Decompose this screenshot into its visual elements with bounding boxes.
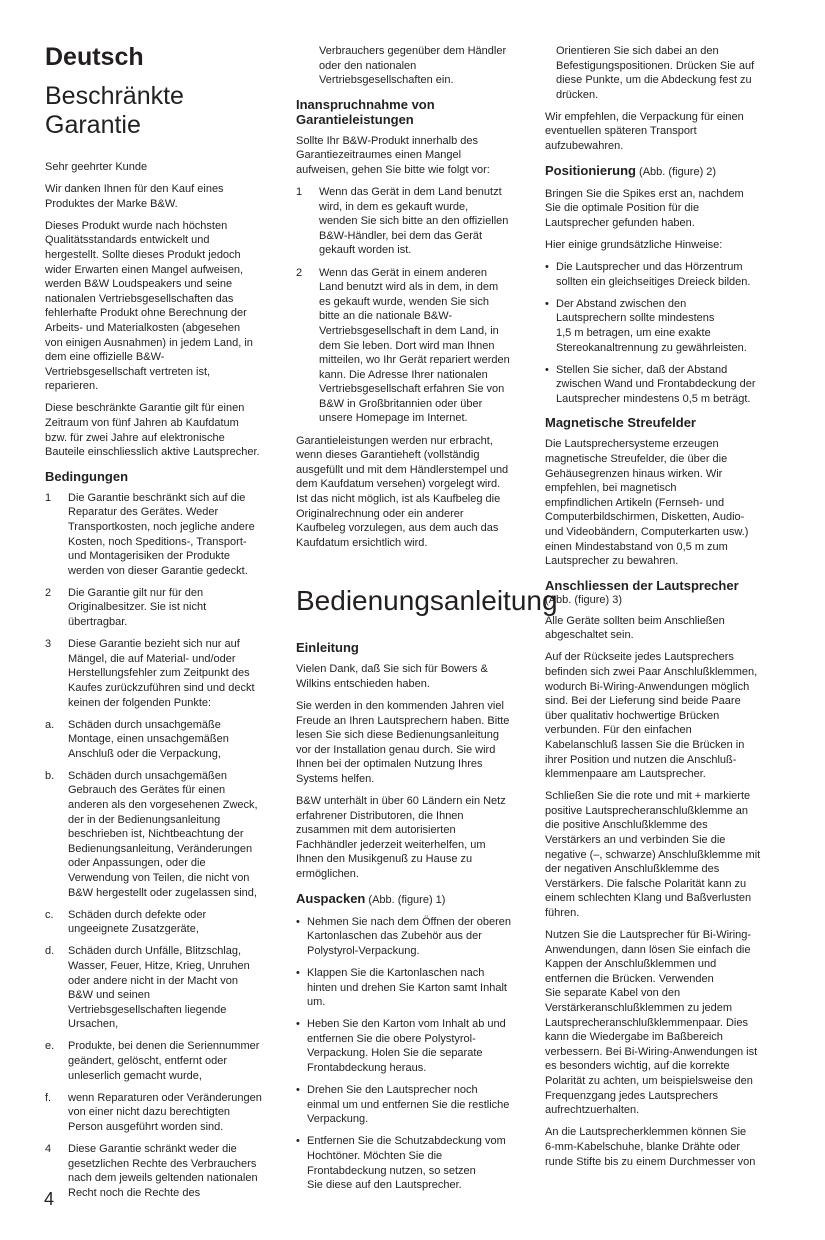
list-marker: 3 (45, 638, 52, 651)
item-text: Diese Garantie schränkt weder die gesetzlichen Rechte des Verbrauchers nach dem jeweils geltenden nationalen Recht noch die Rechte des (68, 1143, 258, 1199)
subheading (296, 891, 536, 908)
list-item (296, 266, 536, 427)
subheading-text: Anschliessen der Lautsprecher (545, 577, 739, 593)
item-text: Nehmen Sie nach dem Öffnen der oberen Kartonlaschen das Zubehör aus der Polystyrol-Verpackung. (307, 915, 512, 957)
paragraph: Bringen Sie die Spikes erst an, nachdem Sie die optimale Position für die Lautsprecher gefunden haben. (545, 187, 744, 229)
subheading (296, 97, 536, 127)
item-text: Produkte, bei denen die Seriennummer geändert, gelöscht, entfernt oder unleserlich gemacht wurde, (68, 1040, 260, 1082)
item-text: Wenn das Gerät in dem Land benutzt wird, in dem es gekauft wurde, wenden Sie sich bitte an den offiziellen B&W-Händler, bei dem das Gerät gekauft worden ist. (319, 186, 509, 257)
subheading-text: Inanspruchnahme von Garantieleistungen (296, 96, 435, 127)
list-marker: f. (45, 1091, 52, 1104)
item-text: Die Garantie beschränkt sich auf die Reparatur des Gerätes. Weder Transportkosten, noch jegliche andere Kosten, noch Speditions-, Transport- und Montagerisiken der Produkte werden von dieser Garantie gedeckt. (68, 491, 255, 577)
bullet-item (296, 1083, 536, 1127)
subheading-text: Magnetische Streufelder (545, 415, 696, 431)
list-item (45, 1039, 285, 1083)
item-text: Schäden durch unsachgemäßen Gebrauch des Gerätes für einen anderen als den vorgesehenen Zweck, der in der Bedienungsanleitung beschrieben ist, Nichtbeachtung der Bedienungsanleitung, Veränderungen oder Anpassungen, oder die Verwendung von Teilen, die nicht von B&W hergestellt oder zugelassen sind, (68, 769, 258, 899)
list-marker: d. (45, 945, 55, 958)
bullet-item (545, 297, 790, 355)
subheading-text: Positionierung (545, 162, 636, 178)
paragraph: Hier einige grundsätzliche Hinweise: (545, 238, 723, 251)
column-1 (45, 42, 285, 1208)
bullet-icon: • (296, 915, 300, 928)
list-marker: 4 (45, 1143, 52, 1156)
subheading-note: (Abb. (figure) 3) (545, 593, 623, 606)
paragraph: Sie werden in den kommenden Jahren viel Freude an Ihren Lautsprechern haben. Bitte lesen Sie sich diese Bedienungsanleitung vor der Installation genau durch. Sie wird Ihnen bei der optimalen Nutzung Ihres Systems helfen. (296, 700, 510, 785)
paragraph: Sollte Ihr B&W-Produkt innerhalb des Garantiezeitraumes einen Mangel aufweisen, gehen Sie bitte wie folgt vor: (296, 134, 490, 176)
subheading (545, 415, 790, 430)
item-text: Wenn das Gerät in einem anderen Land benutzt wird als in dem, in dem es gekauft wurde, wenden Sie sich bitte an die nationale B&W- Vertriebsgesellschaft in dem Land, in dem Sie leben. Dort wird man Ihnen mitteilen, wo Ihr Gerät repariert werden kann. Die Adresse Ihrer nationalen Vertriebsgesellschaft erfahren Sie von B&W in Großbritannien oder über unsere Homepage im Internet. (319, 266, 510, 425)
section-title: Bedienungsanleitung (296, 585, 558, 617)
page-number: 4 (44, 1189, 55, 1209)
paragraph: Nutzen Sie die Lautsprecher für Bi-Wiring- Anwendungen, dann lösen Sie einfach die Kappen der Anschlußklemmen und entfernen die Brücken. Verwenden Sie separate Kabel von den Verstärkeranschlußklemmen zu jedem Lautsprecheranschlußklemmenpaar. Dies kann die Wiedergabe im Baßbereich verbessern. Bei Bi-Wiring-Anwendungen ist es besonders wichtig, auf die korrekte Polarität zu achten, um beispielsweise den Frequenzgang jedes Lautsprechers aufrechtzuerhalten. (545, 929, 758, 1117)
item-text: Der Abstand zwischen den Lautsprechern sollte mindestens 1,5 m betragen, um eine exakte Stereokanaltrennung zu gewährleisten. (556, 297, 747, 354)
item-text: Klappen Sie die Kartonlaschen nach hinten und drehen Sie Karton samt Inhalt um. (307, 966, 507, 1009)
paragraph: Sehr geehrter Kunde (45, 161, 148, 173)
item-text: Stellen Sie sicher, daß der Abstand zwischen Wand und Frontabdeckung der Lautsprecher mindestens 0,5 m beträgt. (556, 363, 756, 405)
bullet-item (296, 1134, 536, 1192)
paragraph: Auf der Rückseite jedes Lautsprechers befinden sich zwei Paar Anschlußklemmen, wodurch Bi-Wiring-Anwendungen möglich sind. Bei der Lieferung sind beide Paare über qualitativ hochwertige Brücken verbunden. Für den einfachen Kabelanschluß lassen Sie die Brücken in ihrer Position und nutzen die Anschluß- klemmenpaare am Lautsprecher. (545, 651, 758, 781)
subheading (296, 640, 536, 655)
paragraph: Wir empfehlen, die Verpackung für einen eventuellen späteren Transport aufzubewahren. (545, 110, 744, 153)
bullet-item (296, 1017, 536, 1075)
bullet-icon: • (545, 297, 549, 310)
bullet-icon: • (296, 1135, 300, 1148)
subheading (545, 163, 790, 180)
list-item (45, 1091, 285, 1135)
paragraph: An die Lautsprecherklemmen können Sie 6-mm-Kabelschuhe, blanke Drähte oder runde Stifte bis zu einem Durchmesser von (545, 1126, 756, 1168)
list-marker: a. (45, 718, 55, 731)
bullet-icon: • (545, 363, 549, 376)
item-text: Die Garantie gilt nur für den Originalbesitzer. Sie ist nicht übertragbar. (68, 586, 207, 629)
list-item (45, 586, 285, 630)
bullet-icon: • (296, 966, 300, 979)
subheading (545, 578, 790, 593)
list-marker: e. (45, 1040, 55, 1053)
item-text: Schäden durch unsachgemäße Montage, einen unsachgemäßen Anschluß oder die Verpackung, (68, 718, 229, 760)
paragraph: Garantieleistungen werden nur erbracht, wenn dieses Garantieheft (vollständig ausgefüllt und mit dem Händlerstempel und dem Kaufdatum versehen) vorgelegt wird. Ist das nicht möglich, ist als Kaufbeleg die Originalrechnung oder ein anderer Kaufbeleg vorzulegen, aus dem auch das Kaufdatum ersichtlich wird. (296, 434, 509, 549)
paragraph: Dieses Produkt wurde nach höchsten Qualitätsstandards entwickelt und hergestellt. Sollte dieses Produkt jedoch wider Erwarten einen Mangel aufweisen, werden B&W Loudspeakers und seine nationalen Vertriebsgesellschaften das fehlerhafte Produkt ohne Berechnung der Arbeits- und Materialkosten (abgesehen von einigen Ausnahmen) in jedem Land, in dem eine offizielle B&W- Vertriebsgesellschaft vertreten ist, reparieren. (45, 219, 253, 393)
bullet-icon: • (296, 1018, 300, 1031)
list-item (45, 491, 285, 579)
list-item (45, 637, 285, 710)
item-text: Heben Sie den Karton vom Inhalt ab und entfernen Sie die obere Polystyrol- Verpackung. Holen Sie die separate Frontabdeckung heraus. (307, 1018, 506, 1074)
list-marker: 1 (296, 186, 303, 199)
list-marker: 1 (45, 491, 52, 504)
bullet-item (296, 966, 536, 1010)
subheading-text: Einleitung (296, 640, 359, 656)
list-item (296, 185, 536, 258)
bullet-icon: • (545, 261, 549, 274)
bullet-icon: • (296, 1084, 300, 1097)
item-text: wenn Reparaturen oder Veränderungen von einer nicht dazu berechtigten Person ausgeführt worden sind. (68, 1091, 262, 1133)
list-item (45, 718, 285, 762)
paragraph: Wir danken Ihnen für den Kauf eines Produktes der Marke B&W. (45, 183, 224, 210)
list-item (45, 944, 285, 1032)
column-3 (545, 44, 790, 1177)
bullet-item (296, 915, 536, 959)
language-heading: Deutsch (45, 43, 144, 71)
figure-reference: (Abb. (figure) 2) (636, 165, 717, 178)
list-item (45, 908, 285, 937)
subheading-text: Auspacken (296, 890, 366, 906)
item-text: Drehen Sie den Lautsprecher noch einmal um und entfernen Sie die restliche Verpackung. (307, 1084, 510, 1126)
section-title: Beschränkte Garantie (45, 82, 184, 139)
paragraph: Vielen Dank, daß Sie sich für Bowers & Wilkins entschieden haben. (296, 663, 488, 690)
item-text: Diese Garantie bezieht sich nur auf Mängel, die auf Material- und/oder Herstellungsfehler zum Zeitpunkt des Kaufes zurückzuführen sind und deckt keinen der folgenden Punkte: (68, 638, 255, 709)
figure-reference: (Abb. (figure) 1) (365, 893, 446, 906)
list-marker: b. (45, 769, 55, 782)
paragraph: Diese beschränkte Garantie gilt für einen Zeitraum von fünf Jahren ab Kaufdatum bzw. für zwei Jahre auf elektronische Bauteile einschliesslich aktive Lautsprecher. (45, 402, 260, 459)
paragraph: Schließen Sie die rote und mit + markierte positive Lautsprecheranschlußklemme an die positive Anschlußklemme des Verstärkers an und verbinden Sie die negative (–, schwarze) Anschlußklemme mit der negativen Anschlußklemme des Verstärkers. Die falsche Polarität kann zu einem schlechten Klang und Baßverlusten führen. (545, 790, 761, 919)
column-2 (296, 44, 558, 1200)
subheading-text: Bedingungen (45, 468, 129, 484)
item-text: Die Lautsprecher und das Hörzentrum sollten ein gleichseitiges Dreieck bilden. (556, 261, 751, 288)
bullet-item (545, 260, 790, 289)
list-marker: 2 (296, 266, 303, 279)
paragraph: Die Lautsprechersysteme erzeugen magnetische Streufelder, die über die Gehäusegrenzen hinaus wirken. Wir empfehlen, bei magnetisch empfindlichen Artikeln (Fernseh- und Computerbildschirmen, Disketten, Audio- und Videobändern, Computerkarten usw.) einen Mindestabstand von 0,5 m zum Lautsprecher zu bewahren. (545, 438, 749, 568)
bullet-item-continuation: Orientieren Sie sich dabei an den Befestigungspositionen. Drücken Sie auf diese Punkte, um die Abdeckung fest zu drücken. (556, 45, 755, 101)
paragraph: Alle Geräte sollten beim Anschließen abgeschaltet sein. (545, 614, 725, 642)
bullet-item (545, 363, 790, 407)
list-item (45, 769, 285, 900)
item-text: Schäden durch defekte oder ungeeignete Zusatzgeräte, (68, 908, 207, 936)
subheading (45, 469, 285, 484)
list-item-continuation: Verbrauchers gegenüber dem Händler oder den nationalen Vertriebsgesellschaften ein. (319, 45, 507, 87)
list-marker: c. (45, 908, 54, 921)
item-text: Entfernen Sie die Schutzabdeckung vom Hochtöner. Möchten Sie die Frontabdeckung nutzen, so setzen Sie diese auf den Lautsprecher. (307, 1135, 506, 1192)
list-marker: 2 (45, 586, 52, 599)
list-item (45, 1142, 285, 1200)
item-text: Schäden durch Unfälle, Blitzschlag, Wasser, Feuer, Hitze, Krieg, Unruhen oder andere nicht in der Macht von B&W und seinen Vertriebsgesellschaften liegende Ursachen, (68, 945, 250, 1031)
paragraph: B&W unterhält in über 60 Ländern ein Netz erfahrener Distributoren, die Ihnen zusammen mit dem autorisierten Fachhändler jederzeit weiterhelfen, um Ihnen den Musikgenuß zu Hause zu ermöglichen. (296, 795, 506, 881)
